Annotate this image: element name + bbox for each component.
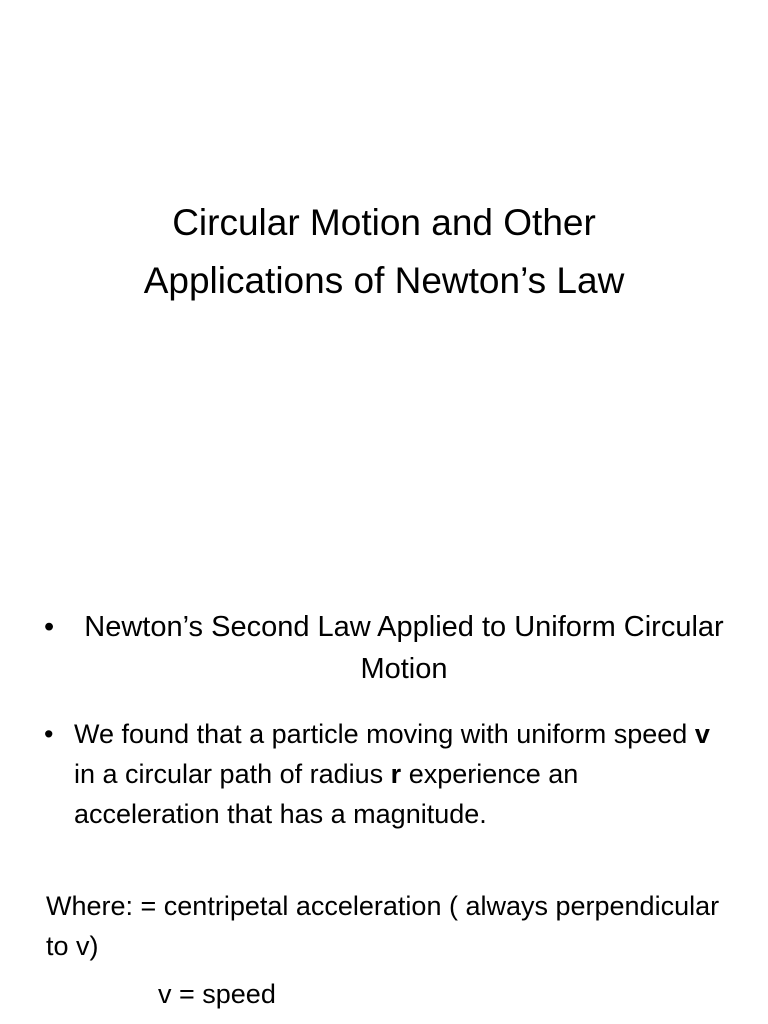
bullet-dot-icon: • xyxy=(44,719,54,749)
radius-symbol: r xyxy=(390,759,402,789)
body-part-2: in a circular path of radius xyxy=(74,759,391,789)
body-part-1: We found that a particle moving with uniform speed xyxy=(74,719,695,749)
velocity-symbol: v xyxy=(694,719,710,749)
title-line-2: Applications of Newton’s Law xyxy=(143,260,625,301)
body-part-3: experience an acceleration that has a magnitude. xyxy=(74,759,579,829)
bullet-dot-icon: • xyxy=(44,611,55,643)
body-text xyxy=(44,714,724,834)
speed-definition: v = speed xyxy=(158,979,276,1009)
bullet-body xyxy=(44,714,724,834)
where-text: Where: = centripetal acceleration ( always perpendicular to v) xyxy=(46,891,720,961)
slide-title xyxy=(40,194,728,310)
content-slide xyxy=(0,512,768,1024)
title-line-1: Circular Motion and Other xyxy=(172,202,596,243)
bullet-heading xyxy=(44,606,734,690)
heading-text: Newton’s Second Law Applied to Uniform Circular Motion xyxy=(84,611,724,685)
